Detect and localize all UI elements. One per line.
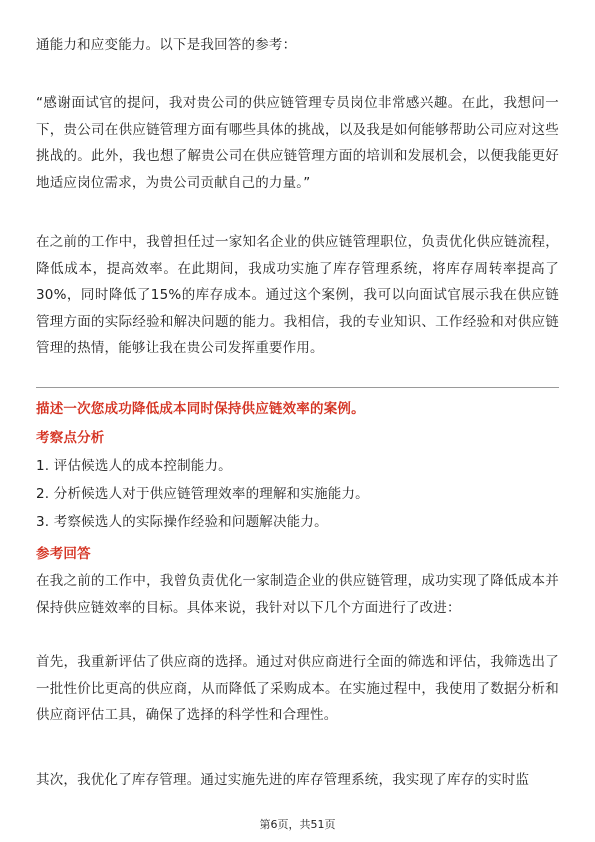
analysis-point: 1. 评估候选人的成本控制能力。 [36, 458, 232, 474]
analysis-point: 3. 考察候选人的实际操作经验和问题解决能力。 [36, 514, 328, 530]
question-title: 描述一次您成功降低成本同时保持供应链效率的案例。 [36, 401, 365, 417]
section-divider [36, 387, 559, 388]
quote-paragraph: “感谢面试官的提问，我对贵公司的供应链管理专员岗位非常感兴趣。在此，我想问一下，贵公司在供应链管理方面有哪些具体的挑战，以及我是如何能够帮助公司应对这些挑战的。此外，我也想了解贵公司在供应链管理方面的培训和发展机会，以便我能更好地适应岗位需求，为贵公司贡献自己的力量。” [36, 95, 559, 191]
page-number: 第6页，共51页 [259, 818, 336, 831]
analysis-heading: 考察点分析 [36, 430, 105, 446]
experience-paragraph: 在之前的工作中，我曾担任过一家知名企业的供应链管理职位，负责优化供应链流程，降低成本，提高效率。在此期间，我成功实施了库存管理系统，将库存周转率提高了30%，同时降低了15%的库存成本。通过这个案例，我可以向面试官展示我在供应链管理方面的实际经验和解决问题的能力。我相信，我的专业知识、工作经验和对供应链管理的热情，能够让我在贵公司发挥重要作用。 [36, 234, 559, 356]
answer-paragraph: 其次，我优化了库存管理。通过实施先进的库存管理系统，我实现了库存的实时监 [36, 772, 530, 788]
answer-heading: 参考回答 [36, 546, 91, 562]
answer-paragraph: 首先，我重新评估了供应商的选择。通过对供应商进行全面的筛选和评估，我筛选出了一批性价比更高的供应商，从而降低了采购成本。在实施过程中，我使用了数据分析和供应商评估工具，确保了选择的科学性和合理性。 [36, 654, 559, 723]
intro-paragraph: 通能力和应变能力。以下是我回答的参考： [36, 37, 297, 53]
analysis-point: 2. 分析候选人对于供应链管理效率的理解和实施能力。 [36, 486, 369, 502]
answer-paragraph: 在我之前的工作中，我曾负责优化一家制造企业的供应链管理，成功实现了降低成本并保持供应链效率的目标。具体来说，我针对以下几个方面进行了改进： [36, 573, 559, 616]
